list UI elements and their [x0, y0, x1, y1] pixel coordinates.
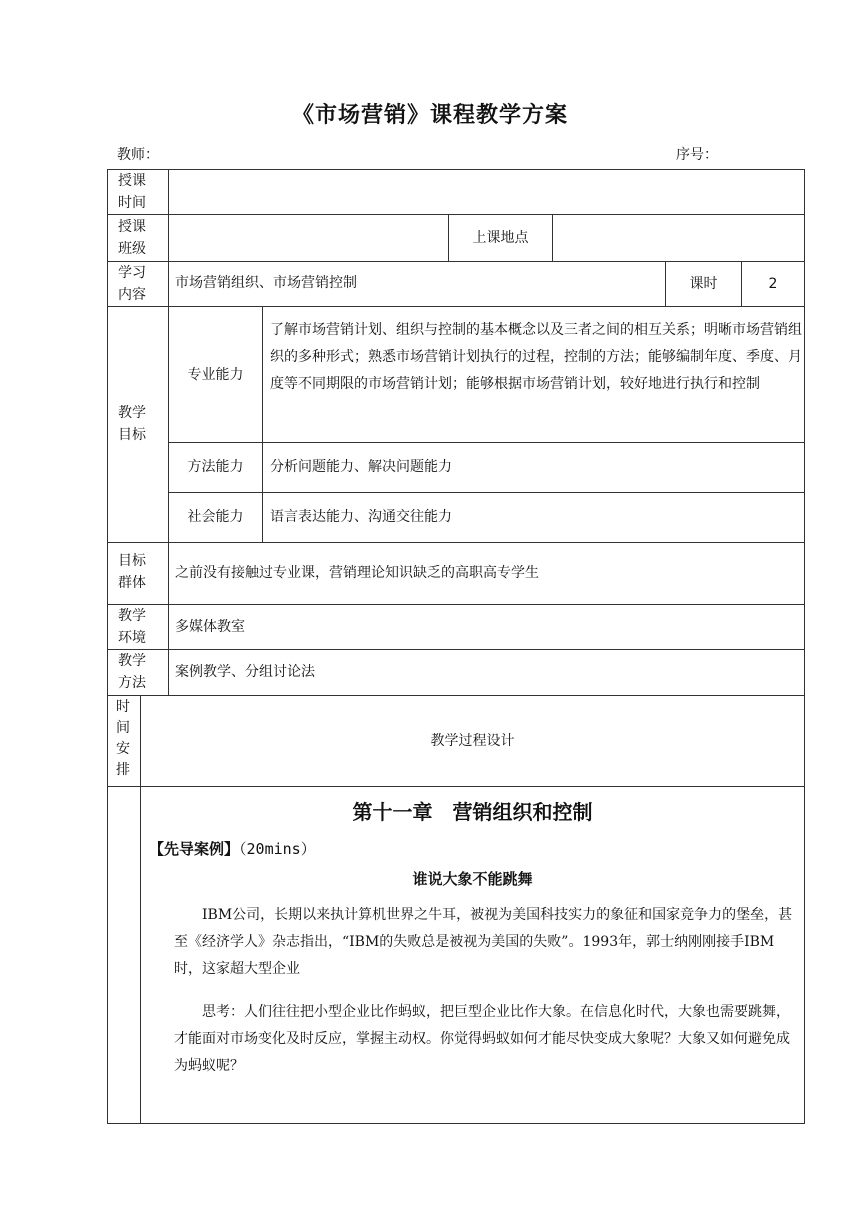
time-label: 授课时间: [118, 173, 146, 211]
table-divider: [107, 649, 804, 650]
table-divider: [107, 604, 804, 605]
table-border: [107, 169, 108, 1124]
content-value: 市场营销组织、市场营销控制: [175, 275, 357, 291]
hours-value: 2: [768, 276, 778, 292]
hours-label: 课时: [689, 276, 718, 292]
method-value: 分析问题能力、解决问题能力: [270, 459, 452, 475]
table-divider: [262, 306, 263, 542]
env-label: 教学环境: [118, 608, 146, 646]
table-divider: [552, 214, 553, 261]
case-heading: [149, 838, 316, 859]
teacher-label: 教师：: [117, 147, 159, 163]
prof-value: 了解市场营销计划、组织与控制的基本概念以及三者之间的相互关系；明晰市场营销组织的多种形式；熟悉市场营销计划执行的过程，控制的方法；能够编制年度、季度、月度等不同期限的市场营销计划；能够根据市场营销计划，较好地进行执行和控制: [270, 322, 802, 392]
class-label: 授课班级: [118, 219, 146, 257]
table-divider: [107, 542, 804, 543]
chapter-heading: 第十一章 营销组织和控制: [352, 800, 593, 824]
social-value: 语言表达能力、沟通交往能力: [270, 509, 452, 525]
env-value: 多媒体教室: [175, 619, 245, 635]
table-divider: [107, 214, 804, 215]
method-label: 方法能力: [187, 459, 244, 475]
social-label: 社会能力: [187, 509, 244, 525]
table-divider: [168, 169, 169, 695]
case-paragraph: IBM公司，长期以来执计算机世界之牛耳，被视为美国科技实力的象征和国家竞争力的堡垒，甚至《经济学人》杂志指出，“IBM的失败总是被视为美国的失败”。1993年，郭士纳刚刚接手IBM时，这家超大型企业: [174, 907, 793, 977]
table-divider: [140, 695, 141, 1124]
process-label: 教学过程设计: [430, 733, 515, 749]
schedule-label: 时间安排: [116, 699, 130, 778]
table-divider: [107, 261, 804, 262]
table-border: [107, 1123, 804, 1124]
approach-value: 案例教学、分组讨论法: [175, 664, 315, 680]
table-divider: [107, 695, 804, 696]
table-border: [804, 169, 805, 1124]
target-label: 目标群体: [118, 553, 146, 591]
prof-label: 专业能力: [187, 367, 244, 383]
table-divider: [107, 786, 804, 787]
case-title: 谁说大象不能跳舞: [412, 870, 533, 888]
case-time: （20mins）: [239, 840, 316, 858]
table-border: [107, 169, 804, 170]
table-divider: [168, 492, 804, 493]
serial-label: 序号：: [676, 147, 718, 163]
question-paragraph: 思考：人们往往把小型企业比作蚂蚁，把巨型企业比作大象。在信息化时代，大象也需要跳舞，才能面对市场变化及时反应，掌握主动权。你觉得蚂蚁如何才能尽快变成大象呢？大象又如何避免成为蚂蚁呢？: [174, 1004, 790, 1074]
target-value: 之前没有接触过专业课，营销理论知识缺乏的高职高专学生: [175, 565, 539, 581]
table-divider: [168, 442, 804, 443]
table-divider: [107, 306, 804, 307]
approach-label: 教学方法: [118, 653, 146, 691]
objectives-label: 教学目标: [118, 405, 146, 443]
place-label: 上课地点: [472, 230, 529, 246]
content-label: 学习内容: [118, 265, 146, 303]
page-title: 《市场营销》课程教学方案: [291, 103, 568, 128]
case-tag: 【先导案例】: [149, 840, 240, 858]
